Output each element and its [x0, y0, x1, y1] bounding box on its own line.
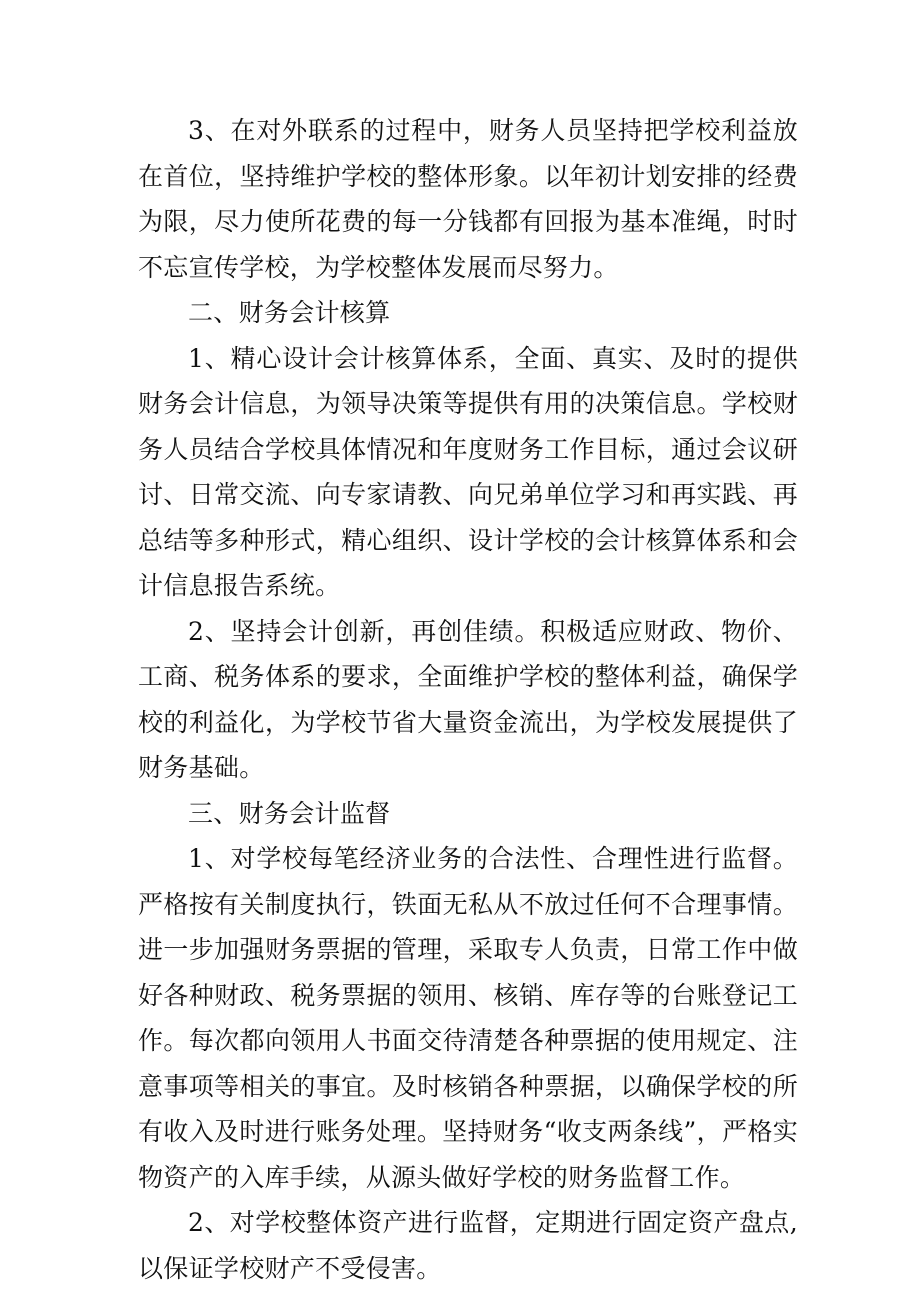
- section-heading-accounting: 二、财务会计核算: [188, 298, 391, 327]
- paragraph-accounting-system: 1、精心设计会计核算体系，全面、真实、及时的提供财务会计信息，为领导决策等提供有用的决策信息。学校财务人员结合学校具体情况和年度财务工作目标，通过会议研讨、日常交流、向专家请教、向兄弟单位学习和再实践、再总结等多种形式，精心组织、设计学校的会计核算体系和会计信息报告系统。: [138, 343, 798, 600]
- paragraph-external-relations: 3、在对外联系的过程中，财务人员坚持把学校利益放在首位，坚持维护学校的整体形象。以年初计划安排的经费为限，尽力使所花费的每一分钱都有回报为基本准绳，时时不忘宣传学校，为学校整体发展而尽努力。: [138, 116, 798, 282]
- paragraph-asset-supervision: 2、对学校整体资产进行监督，定期进行固定资产盘点,以保证学校财产不受侵害。: [138, 1208, 798, 1283]
- paragraph-accounting-innovation: 2、坚持会计创新，再创佳绩。积极适应财政、物价、工商、税务体系的要求，全面维护学校的整体利益，确保学校的利益化，为学校节省大量资金流出，为学校发展提供了财务基础。: [138, 616, 798, 782]
- section-heading-supervision: 三、财务会计监督: [188, 798, 391, 828]
- document-page: [138, 108, 798, 1291]
- paragraph-transaction-supervision: 1、对学校每笔经济业务的合法性、合理性进行监督。严格按有关制度执行，铁面无私从不放过任何不合理事情。进一步加强财务票据的管理，采取专人负责，日常工作中做好各种财政、税务票据的领用、核销、库存等的台账登记工作。每次都向领用人书面交待清楚各种票据的使用规定、注意事项等相关的事宜。及时核销各种票据，以确保学校的所有收入及时进行账务处理。坚持财务“收支两条线”，严格实物资产的入库手续，从源头做好学校的财务监督工作。: [138, 844, 798, 1192]
